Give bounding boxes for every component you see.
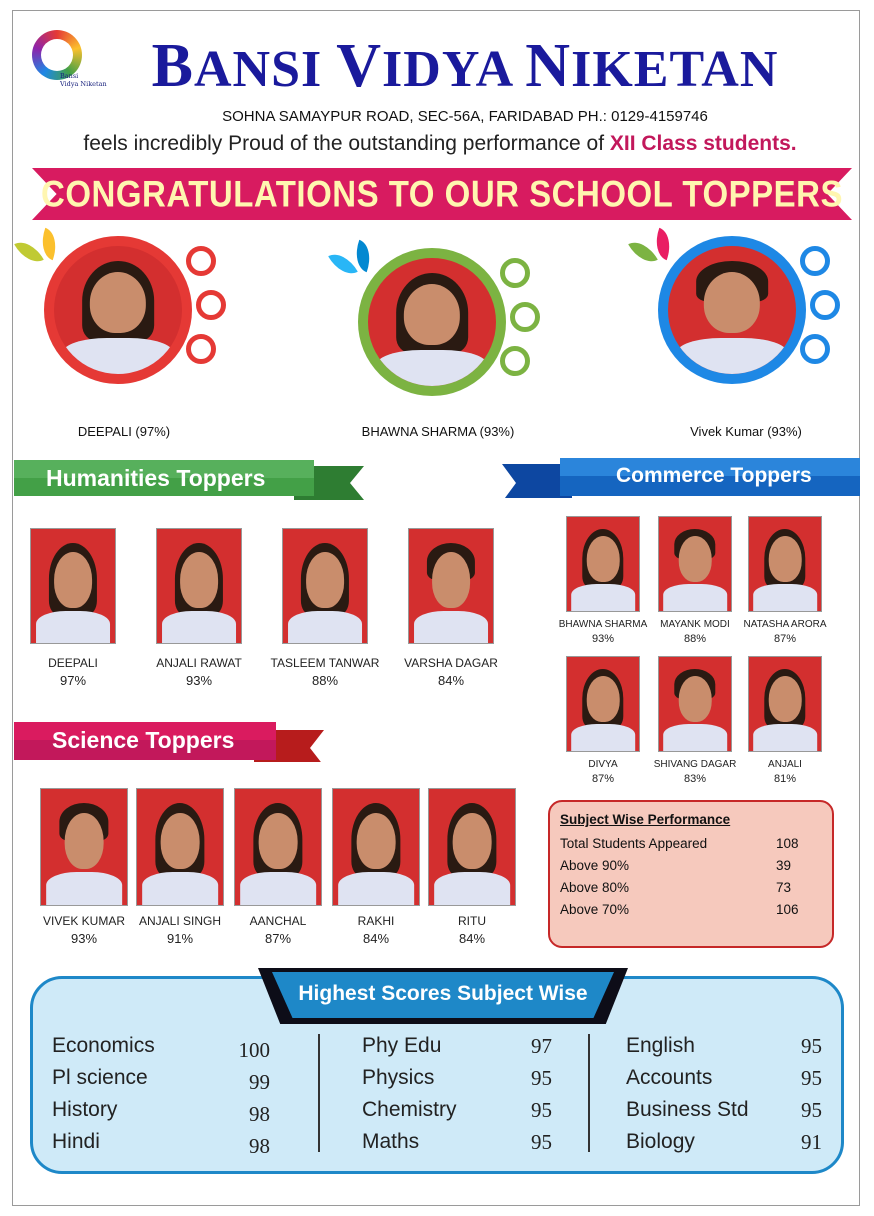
student-percentage: 84%	[362, 931, 390, 946]
science-topper-name	[412, 914, 532, 946]
subject-wise-performance-box	[548, 800, 834, 948]
shirt-shape	[63, 338, 173, 374]
subject-score: 95	[531, 1130, 552, 1154]
face-shape	[769, 676, 802, 722]
subject-name: History	[52, 1098, 118, 1121]
humanities-topper-photo	[408, 528, 494, 644]
performance-label: Total Students Appeared	[560, 836, 708, 851]
shirt-shape	[240, 872, 316, 905]
school-topper-name: BHAWNA SHARMA (93%)	[361, 424, 515, 439]
decorative-bubble-icon	[186, 246, 216, 276]
logo-text-line-2: Vidya Niketan	[60, 80, 107, 88]
highest-scores-header	[258, 968, 628, 1024]
face-shape	[432, 552, 470, 608]
commerce-topper-photo	[658, 656, 732, 752]
face-shape	[679, 676, 712, 722]
face-shape	[587, 676, 620, 722]
face-shape	[259, 813, 298, 870]
photo-inner	[54, 246, 182, 374]
humanities-topper-photo	[282, 528, 368, 644]
proud-highlight: XII Class students.	[609, 132, 797, 155]
humanities-topper-name	[391, 656, 511, 688]
school-name	[120, 30, 810, 106]
humanities-header	[14, 458, 364, 500]
face-shape	[704, 272, 760, 333]
shirt-shape	[571, 584, 635, 611]
photo-inner	[668, 246, 796, 374]
student-percentage: 88%	[311, 673, 339, 688]
face-shape	[180, 552, 218, 608]
subject-name: Physics	[362, 1066, 435, 1089]
school-topper-photo	[44, 236, 192, 384]
decorative-bubble-icon	[800, 246, 830, 276]
student-percentage: 93%	[70, 931, 98, 946]
subject-name: Pl science	[52, 1066, 148, 1089]
subject-name: Biology	[626, 1130, 695, 1153]
shirt-shape	[46, 872, 122, 905]
commerce-topper-photo	[566, 656, 640, 752]
decorative-bubble-icon	[500, 346, 530, 376]
shirt-shape	[753, 724, 817, 751]
decorative-bubble-icon	[800, 334, 830, 364]
student-name: BHAWNA SHARMA	[558, 619, 648, 630]
performance-value: 73	[776, 880, 792, 895]
photo-inner	[368, 258, 496, 386]
humanities-topper-name	[13, 656, 133, 688]
face-shape	[306, 552, 344, 608]
subject-score: 97	[531, 1034, 552, 1058]
shirt-shape	[434, 872, 510, 905]
humanities-topper-name	[265, 656, 385, 688]
commerce-topper-name	[725, 618, 845, 646]
proud-text: feels incredibly Proud of the outstanding performance of	[83, 132, 610, 155]
subject-name: Accounts	[626, 1066, 713, 1089]
school-topper-name: DEEPALI (97%)	[77, 424, 171, 439]
face-shape	[587, 536, 620, 582]
shirt-shape	[414, 611, 488, 643]
student-name: DEEPALI	[48, 656, 98, 670]
decorative-bubble-icon	[810, 290, 840, 320]
school-topper-name: Vivek Kumar (93%)	[690, 424, 802, 439]
shirt-shape	[663, 724, 727, 751]
student-name: VARSHA DAGAR	[404, 656, 498, 670]
commerce-header	[502, 456, 860, 498]
commerce-topper-name	[725, 758, 845, 786]
school-name-part: IDYA	[382, 41, 526, 98]
performance-label: Above 90%	[560, 858, 630, 873]
subject-score: 100	[238, 1038, 270, 1062]
shirt-shape	[571, 724, 635, 751]
proud-statement	[40, 132, 840, 156]
shirt-shape	[377, 350, 487, 386]
subject-score: 95	[531, 1098, 552, 1122]
shirt-shape	[753, 584, 817, 611]
face-shape	[769, 536, 802, 582]
subject-score: 95	[531, 1066, 552, 1090]
performance-value: 106	[776, 902, 799, 917]
face-shape	[65, 813, 104, 870]
decorative-bubble-icon	[196, 290, 226, 320]
commerce-topper-photo	[748, 656, 822, 752]
commerce-title: Commerce Toppers	[616, 464, 812, 487]
decorative-bubble-icon	[186, 334, 216, 364]
humanities-topper-photo	[156, 528, 242, 644]
performance-title: Subject Wise Performance	[560, 812, 731, 827]
face-shape	[90, 272, 146, 333]
logo-text-line-1: Bansi	[60, 72, 79, 80]
student-percentage: 91%	[166, 931, 194, 946]
highest-scores-title: Highest Scores Subject Wise	[298, 982, 588, 1005]
student-percentage: 81%	[773, 773, 797, 785]
student-percentage: 93%	[591, 633, 615, 645]
subject-score: 98	[249, 1102, 270, 1126]
decorative-bubble-icon	[510, 302, 540, 332]
subject-score: 98	[249, 1134, 270, 1158]
student-percentage: 87%	[264, 931, 292, 946]
science-title: Science Toppers	[52, 727, 235, 753]
performance-value: 39	[776, 858, 792, 873]
face-shape	[357, 813, 396, 870]
science-topper-photo	[136, 788, 224, 906]
school-name-part: N	[525, 32, 572, 100]
shirt-shape	[162, 611, 236, 643]
student-name: ANJALI SINGH	[138, 914, 222, 928]
subject-score: 95	[801, 1098, 822, 1122]
subject-name: Chemistry	[362, 1098, 457, 1121]
student-name: SHIVANG DAGAR	[653, 759, 737, 770]
student-percentage: 97%	[59, 673, 87, 688]
school-logo	[30, 30, 116, 96]
science-topper-photo	[40, 788, 128, 906]
column-divider	[318, 1034, 320, 1152]
student-percentage: 88%	[683, 633, 707, 645]
commerce-topper-photo	[748, 516, 822, 612]
subject-name: English	[626, 1034, 695, 1057]
performance-label: Above 70%	[560, 902, 630, 917]
student-name: VIVEK KUMAR	[42, 914, 126, 928]
student-name: RAKHI	[357, 914, 395, 928]
subject-score: 95	[801, 1066, 822, 1090]
logo-text	[60, 72, 120, 88]
shirt-shape	[36, 611, 110, 643]
shirt-shape	[142, 872, 218, 905]
performance-row	[560, 880, 822, 895]
performance-row	[560, 902, 822, 917]
student-percentage: 84%	[437, 673, 465, 688]
student-percentage: 87%	[591, 773, 615, 785]
commerce-topper-photo	[658, 516, 732, 612]
school-name-part: B	[151, 32, 194, 100]
congratulations-banner	[32, 168, 852, 220]
student-percentage: 84%	[458, 931, 486, 946]
humanities-title: Humanities Toppers	[46, 465, 266, 491]
student-name: RITU	[458, 914, 486, 928]
subject-name: Economics	[52, 1034, 155, 1057]
student-name: ANJALI RAWAT	[156, 656, 242, 670]
subject-score: 95	[801, 1034, 822, 1058]
student-name: DIVYA	[588, 759, 618, 770]
subject-name: Hindi	[52, 1130, 100, 1153]
shirt-shape	[663, 584, 727, 611]
performance-row	[560, 836, 822, 851]
shirt-shape	[338, 872, 414, 905]
science-topper-photo	[428, 788, 516, 906]
face-shape	[54, 552, 92, 608]
decorative-bubble-icon	[500, 258, 530, 288]
subject-name: Phy Edu	[362, 1034, 442, 1057]
face-shape	[679, 536, 712, 582]
subject-name: Business Std	[626, 1098, 749, 1121]
humanities-topper-photo	[30, 528, 116, 644]
student-name: ANJALI	[768, 759, 802, 770]
performance-row	[560, 858, 822, 873]
science-topper-photo	[332, 788, 420, 906]
school-address: SOHNA SAMAYPUR ROAD, SEC-56A, FARIDABAD PH.: 0129-4159746	[222, 108, 708, 125]
science-topper-photo	[234, 788, 322, 906]
school-name-part: IKETAN	[571, 41, 779, 98]
school-name-part: ANSI	[193, 41, 337, 98]
shirt-shape	[677, 338, 787, 374]
face-shape	[161, 813, 200, 870]
commerce-topper-photo	[566, 516, 640, 612]
column-divider	[588, 1034, 590, 1152]
humanities-topper-name	[139, 656, 259, 688]
student-percentage: 87%	[773, 633, 797, 645]
school-name-part: V	[336, 32, 383, 100]
subject-score: 99	[249, 1070, 270, 1094]
banner-text: CONGRATULATIONS TO OUR SCHOOL TOPPERS	[41, 172, 843, 215]
student-percentage: 93%	[185, 673, 213, 688]
face-shape	[404, 284, 460, 345]
student-name: MAYANK MODI	[660, 619, 730, 630]
student-name: AANCHAL	[249, 914, 307, 928]
school-topper-photo	[358, 248, 506, 396]
student-percentage: 83%	[683, 773, 707, 785]
student-name: TASLEEM TANWAR	[270, 656, 380, 670]
school-topper-photo	[658, 236, 806, 384]
shirt-shape	[288, 611, 362, 643]
face-shape	[453, 813, 492, 870]
science-header	[14, 720, 324, 762]
performance-value: 108	[776, 836, 799, 851]
student-name: NATASHA ARORA	[743, 619, 827, 630]
subject-score: 91	[801, 1130, 822, 1154]
performance-label: Above 80%	[560, 880, 630, 895]
subject-name: Maths	[362, 1130, 420, 1153]
